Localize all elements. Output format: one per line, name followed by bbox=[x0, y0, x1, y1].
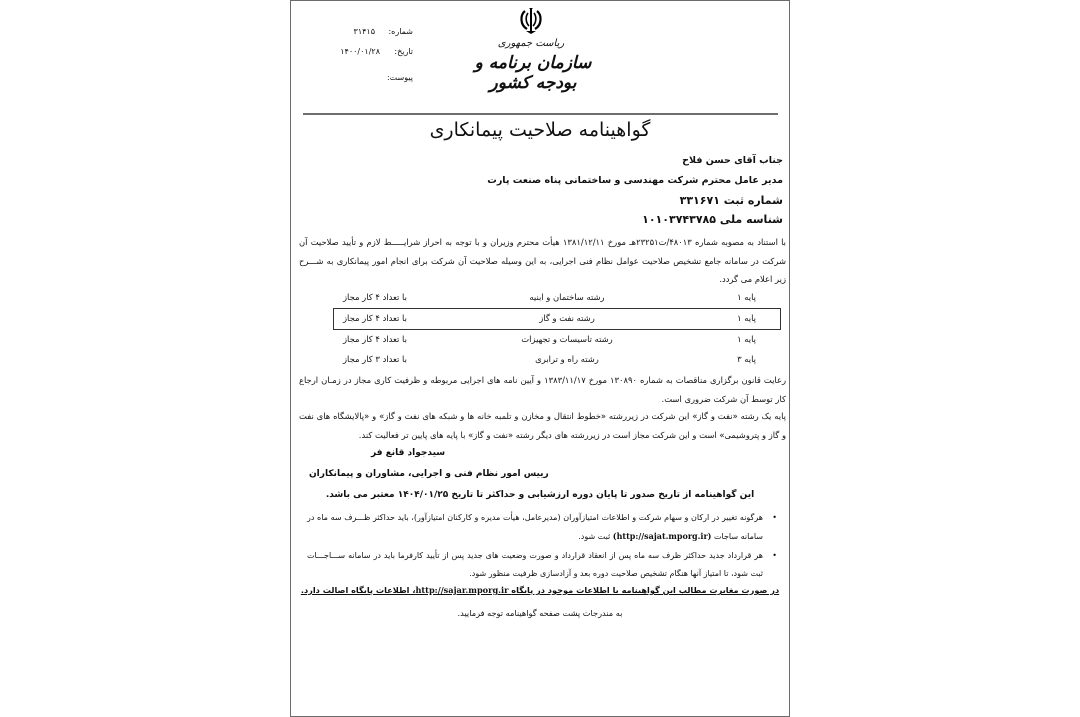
letter-number-value: ۳۱۴۱۵ bbox=[353, 27, 375, 36]
certificate-page bbox=[290, 0, 790, 717]
validity-statement: این گواهینامه از تاریخ صدور تا پایان دوره ارزشیابی و حداکثر تا تاریخ ۱۴۰۴/۰۱/۲۵ معتبر می باشد. bbox=[325, 490, 755, 500]
national-id: شناسه ملی ۱۰۱۰۳۷۴۳۷۸۵ bbox=[642, 213, 783, 226]
law-paragraph: رعایت قانون برگزاری مناقصات به شماره ۱۳۰۸۹۰ مورخ ۱۳۸۳/۱۱/۱۷ و آیین نامه های اجرایی مربوطه و ظرفیت کاری مجاز در زمـان ارجاع کار توسط آن شرکت ضروری است. bbox=[299, 375, 787, 404]
qualification-row-highlighted bbox=[333, 308, 781, 330]
letter-date-row bbox=[331, 47, 413, 59]
letter-number-row bbox=[331, 27, 413, 39]
intro-paragraph: با استناد به مصوبه شماره ۴۸۰۱۳/ت۲۳۲۵۱هـ مورخ ۱۳۸۱/۱۲/۱۱ هیأت محترم وزیران و با توجه به احراز شرایـــــط لازم و تأیید صلاحیت آن شرکت در سامانه جامع تشخیص صلاحیت عوامل نظام فنی اجرایی، به این وسیله صلاحیت آن شرکت برای انجام امور پیمانکاری به شـــرح زیر اعلام می گردد. bbox=[299, 237, 786, 284]
recipient-salutation: جناب آقای حسن فلاح bbox=[682, 155, 783, 166]
bullet-text-end: ثبت شود. bbox=[578, 532, 611, 541]
iran-emblem-icon bbox=[519, 7, 543, 37]
attachment-row bbox=[331, 73, 413, 85]
qualification-grade: پایه ۱ bbox=[737, 292, 756, 302]
qualification-grade: پایه ۱ bbox=[737, 334, 756, 344]
letter-date-value: ۱۴۰۰/۰۱/۲۸ bbox=[340, 47, 380, 56]
qualification-row bbox=[333, 287, 781, 309]
qualification-grade: پایه ۱ bbox=[737, 313, 756, 323]
back-page-note: به مندرجات پشت صفحه گواهینامه توجه فرمایید. bbox=[457, 608, 623, 618]
qualification-count: با تعداد ۳ کار مجاز bbox=[343, 354, 407, 364]
qualification-field: رشته نفت و گاز bbox=[539, 313, 595, 323]
bullet-text: هرگونه تغییر در ارکان و سهام شرکت و اطلاعات امتیازآوران (مدیرعامل، هیأت مدیره و کارکنان امتیازآور)، باید حداکثر ظـــرف سه ماه در سامانه ساجات bbox=[307, 513, 763, 541]
sajar-link[interactable]: http://sajar.mporg.ir bbox=[415, 585, 509, 595]
notice-text-end: ، اطلاعات پایگاه اصالت دارد. bbox=[300, 585, 416, 595]
qualification-field: رشته ساختمان و ابنیه bbox=[529, 292, 605, 302]
signatory-role: رییس امور نظام فنی و اجرایی، مشاوران و پیمانکاران bbox=[309, 469, 549, 479]
qualification-count: با تعداد ۴ کار مجاز bbox=[343, 313, 407, 323]
presidency-label: ریاست جمهوری bbox=[497, 38, 565, 49]
qualification-row bbox=[333, 329, 781, 351]
qualification-field: رشته راه و ترابری bbox=[535, 354, 599, 364]
notice-text: در صورت مغایرت مطالب این گواهینامه با اطلاعات موجود در پایگاه bbox=[511, 585, 780, 595]
qualification-count: با تعداد ۴ کار مجاز bbox=[343, 334, 407, 344]
certificate-title: گواهینامه صلاحیت پیمانکاری bbox=[429, 119, 651, 141]
organization-logo-text: سازمان برنامه و بودجه کشور bbox=[474, 53, 592, 93]
qualification-grade: پایه ۳ bbox=[737, 354, 756, 364]
attachment-label: پیوست: bbox=[386, 73, 413, 82]
letter-date-label: تاریخ: bbox=[394, 47, 413, 56]
bullet-item bbox=[307, 547, 777, 583]
qualification-count: با تعداد ۴ کار مجاز bbox=[343, 292, 407, 302]
bullet-icon: • bbox=[772, 551, 777, 560]
qualification-field: رشته تاسیسات و تجهیزات bbox=[521, 334, 613, 344]
recipient-position: مدیر عامل محترم شرکت مهندسی و ساختمانی پناه صنعت پارت bbox=[487, 175, 783, 186]
subfield-paragraph: پایه یک رشته «نفت و گاز» این شرکت در زیررشته «خطوط انتقال و مخازن و تلمبه خانه ها و شبکه های نفت و گاز» و «پالایشگاه های نفت و گاز و پتروشیمی» است و این شرکت مجاز است در زیررشته های دیگر رشته «نفت و گاز» با پایه های پایین تر فعالیت کند. bbox=[299, 411, 786, 440]
header-divider bbox=[303, 113, 778, 115]
letter-number-label: شماره: bbox=[388, 27, 413, 36]
signatory-name: سیدجواد قانع فر bbox=[371, 448, 446, 458]
discrepancy-notice bbox=[291, 585, 789, 595]
bullet-item bbox=[307, 509, 777, 546]
sajat-link[interactable]: (http://sajat.mporg.ir) bbox=[612, 531, 712, 541]
registration-number: شماره ثبت ۳۳۱۶۷۱ bbox=[679, 194, 783, 207]
qualification-row bbox=[333, 349, 781, 371]
bullet-text: هر قرارداد جدید حداکثر ظرف سه ماه پس از انعقاد قرارداد و صورت وضعیت های جدید پس از تأیید کارفرما باید در سامانه ســـاجـــات ثبت شود، تا امتیاز آنها هنگام تشخیص صلاحیت دوره بعد و آزادسازی ظرفیت منظور شود. bbox=[307, 551, 763, 578]
bullet-icon: • bbox=[772, 513, 777, 522]
